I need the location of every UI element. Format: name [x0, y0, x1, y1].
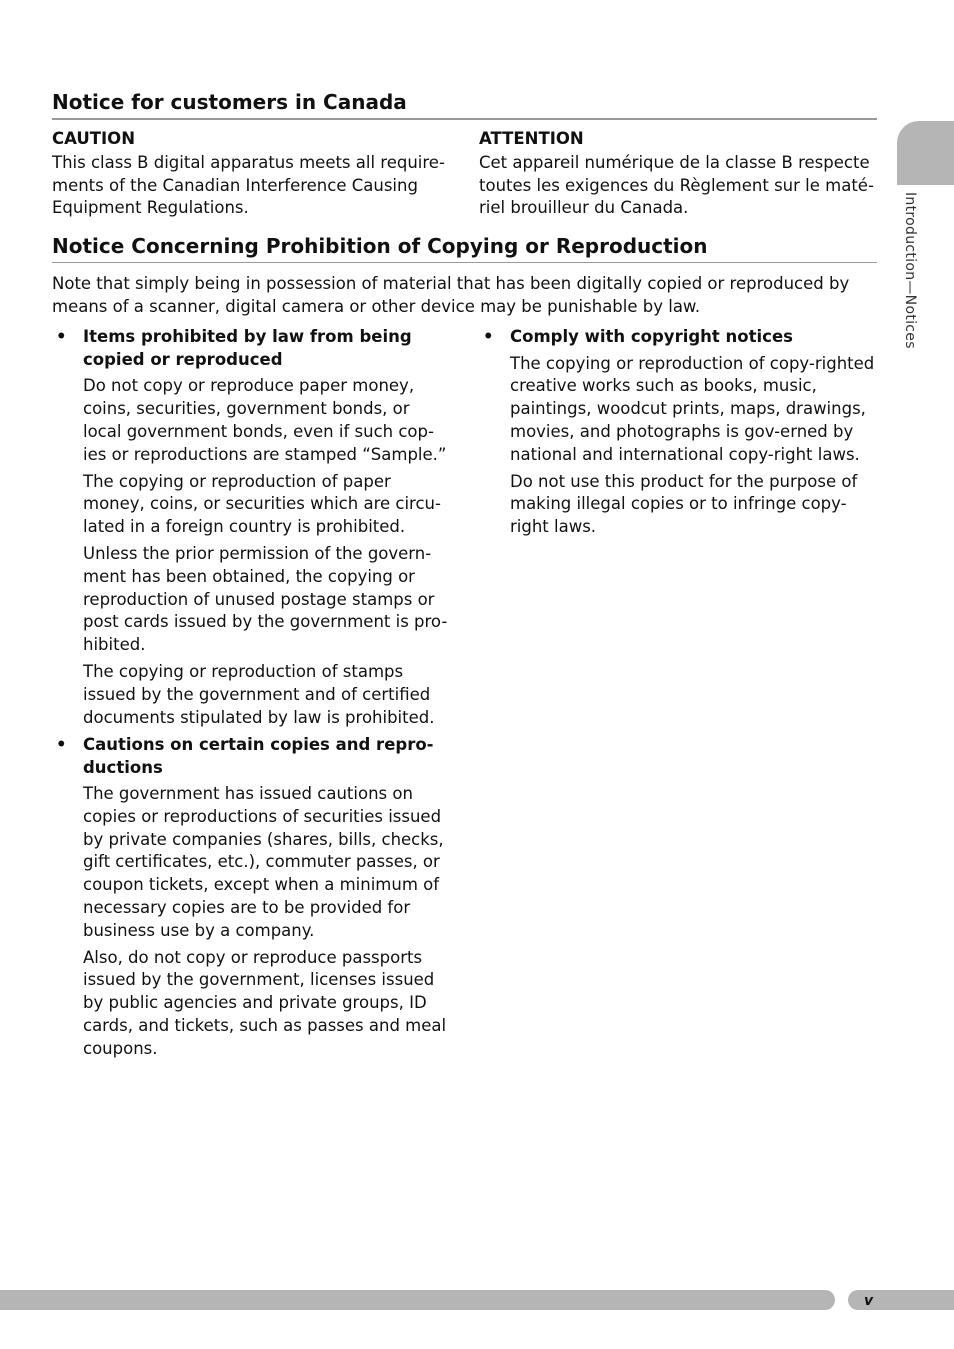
- caution-column: [52, 128, 450, 220]
- bullet-paragraph: Also, do not copy or reproduce passports issued by the government, licenses issued by public agencies and private groups, ID cards, and tickets, such as passes and meal coupons.: [83, 947, 447, 1058]
- bullet-heading: Comply with copyright notices: [510, 327, 793, 346]
- bullet-paragraph: Do not use this product for the purpose of making illegal copies or to infringe copy-right laws.: [510, 471, 858, 537]
- footer-bar: [0, 1290, 835, 1310]
- bullet-paragraph: Do not copy or reproduce paper money, coins, securities, government bonds, or local government bonds, even if such cop-ies or reproductions are stamped “Sample.”: [83, 376, 447, 464]
- attention-column: [479, 128, 877, 220]
- bullet-copyright-notices: [479, 326, 877, 539]
- page-number: v: [864, 1293, 874, 1309]
- canada-notice-columns: [52, 128, 877, 220]
- bullet-heading: Cautions on certain copies and repro-ductions: [83, 734, 434, 777]
- attention-label: ATTENTION: [479, 129, 584, 148]
- bullet-dot-icon: •: [56, 734, 67, 754]
- bullet-paragraph: The copying or reproduction of stamps issued by the government and of certified documents stipulated by law is prohibited.: [83, 662, 435, 727]
- bullet-items-prohibited: [52, 326, 450, 729]
- caution-text: This class B digital apparatus meets all require-ments of the Canadian Interference Causing Equipment Regulations.: [52, 153, 445, 218]
- copying-notice-title: Notice Concerning Prohibition of Copying or Reproduction: [52, 234, 877, 263]
- bullet-paragraph: The copying or reproduction of paper money, coins, or securities which are circu-lated in a foreign country is prohibited.: [83, 471, 441, 537]
- section-tab: [897, 121, 954, 185]
- copying-left-column: [52, 326, 450, 1065]
- copying-intro: Note that simply being in possession of material that has been digitally copied or reproduced by means of a scanner, digital camera or other device may be punishable by law.: [52, 274, 850, 316]
- bullet-cautions-copies: [52, 734, 450, 1060]
- bullet-paragraph: Unless the prior permission of the govern-ment has been obtained, the copying or reproduction of unused postage stamps or post cards issued by the government is pro-hibited.: [83, 544, 448, 655]
- canada-notice-title: Notice for customers in Canada: [52, 90, 877, 120]
- copying-columns: [52, 326, 877, 1065]
- bullet-dot-icon: •: [483, 327, 494, 346]
- caution-label: CAUTION: [52, 129, 135, 148]
- attention-text: Cet appareil numérique de la classe B respecte toutes les exigences du Règlement sur le maté-riel brouilleur du Canada.: [479, 153, 874, 218]
- bullet-paragraph: The copying or reproduction of copy-righted creative works such as books, music, paintings, woodcut prints, maps, drawings, movies, and photographs is gov-erned by national and international copy-right laws.: [510, 353, 875, 464]
- bullet-heading: Items prohibited by law from being copied or reproduced: [83, 327, 412, 369]
- bullet-paragraph: The government has issued cautions on copies or reproductions of securities issued by private companies (shares, bills, checks, gift certificates, etc.), commuter passes, or coupon tickets, except when a minimum of necessary copies are to be provided for business use by a company.: [83, 784, 444, 940]
- copying-right-column: [479, 326, 877, 1065]
- bullet-dot-icon: •: [56, 327, 67, 346]
- section-tab-label: Introduction—Notices: [902, 192, 918, 349]
